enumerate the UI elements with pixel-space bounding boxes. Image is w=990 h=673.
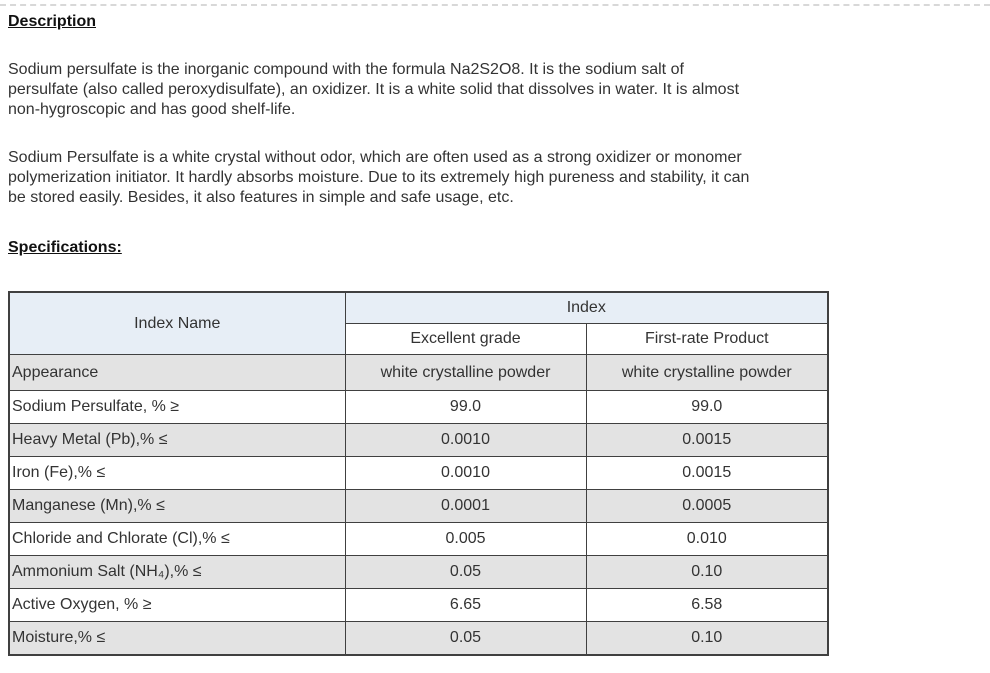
- row-excellent-value: 0.0010: [345, 424, 586, 457]
- table-row-active-oxygen: [9, 589, 828, 622]
- table-row-appearance: [9, 355, 828, 391]
- row-index-name: Moisture,% ≤: [9, 622, 345, 656]
- row-index-name: Appearance: [9, 355, 345, 391]
- row-excellent-value: 6.65: [345, 589, 586, 622]
- row-index-name: Ammonium Salt (NH₄),% ≤: [9, 556, 345, 589]
- row-index-name: Chloride and Chlorate (Cl),% ≤: [9, 523, 345, 556]
- row-first-rate-value: 0.0015: [586, 457, 828, 490]
- row-index-name: Sodium Persulfate, % ≥: [9, 391, 345, 424]
- table-row-sodium-persulfate: [9, 391, 828, 424]
- table-row-iron: [9, 457, 828, 490]
- row-first-rate-value: 99.0: [586, 391, 828, 424]
- row-excellent-value: white crystalline powder: [345, 355, 586, 391]
- row-excellent-value: 0.005: [345, 523, 586, 556]
- row-excellent-value: 0.0001: [345, 490, 586, 523]
- table-header-row-1: [9, 292, 828, 324]
- header-cell-first-rate-product: First-rate Product: [586, 324, 828, 355]
- row-first-rate-value: white crystalline powder: [586, 355, 828, 391]
- paragraph-line: Sodium Persulfate is a white crystal without odor, which are often used as a strong oxidizer or monomer: [8, 149, 742, 166]
- specifications-table: [8, 291, 829, 656]
- header-cell-index: Index: [345, 292, 828, 324]
- row-first-rate-value: 0.010: [586, 523, 828, 556]
- table-row-chloride-chlorate: [9, 523, 828, 556]
- row-first-rate-value: 0.10: [586, 622, 828, 656]
- row-first-rate-value: 0.0005: [586, 490, 828, 523]
- row-first-rate-value: 0.0015: [586, 424, 828, 457]
- row-index-name: Iron (Fe),% ≤: [9, 457, 345, 490]
- top-divider: [0, 4, 990, 6]
- specifications-heading: Specifications:: [8, 239, 122, 256]
- row-index-name: Manganese (Mn),% ≤: [9, 490, 345, 523]
- table-row-ammonium-salt: [9, 556, 828, 589]
- description-heading: Description: [8, 13, 97, 30]
- paragraph-line: Sodium persulfate is the inorganic compound with the formula Na2S2O8. It is the sodium salt of: [8, 61, 684, 78]
- paragraph-line: non-hygroscopic and has good shelf-life.: [8, 101, 296, 118]
- row-excellent-value: 0.05: [345, 556, 586, 589]
- header-cell-excellent-grade: Excellent grade: [345, 324, 586, 355]
- table-row-heavy-metal: [9, 424, 828, 457]
- description-paragraph-2: [8, 148, 990, 208]
- table-row-manganese: [9, 490, 828, 523]
- paragraph-line: be stored easily. Besides, it also features in simple and safe usage, etc.: [8, 189, 514, 206]
- table-row-moisture: [9, 622, 828, 656]
- description-paragraph-1: [8, 60, 990, 120]
- row-first-rate-value: 0.10: [586, 556, 828, 589]
- row-excellent-value: 99.0: [345, 391, 586, 424]
- paragraph-line: polymerization initiator. It hardly absorbs moisture. Due to its extremely high pureness and stability, it can: [8, 169, 750, 186]
- row-excellent-value: 0.0010: [345, 457, 586, 490]
- row-index-name: Heavy Metal (Pb),% ≤: [9, 424, 345, 457]
- row-first-rate-value: 6.58: [586, 589, 828, 622]
- header-cell-index-name: Index Name: [9, 292, 345, 355]
- row-index-name: Active Oxygen, % ≥: [9, 589, 345, 622]
- row-excellent-value: 0.05: [345, 622, 586, 656]
- paragraph-line: persulfate (also called peroxydisulfate), an oxidizer. It is a white solid that dissolves in water. It is almost: [8, 81, 740, 98]
